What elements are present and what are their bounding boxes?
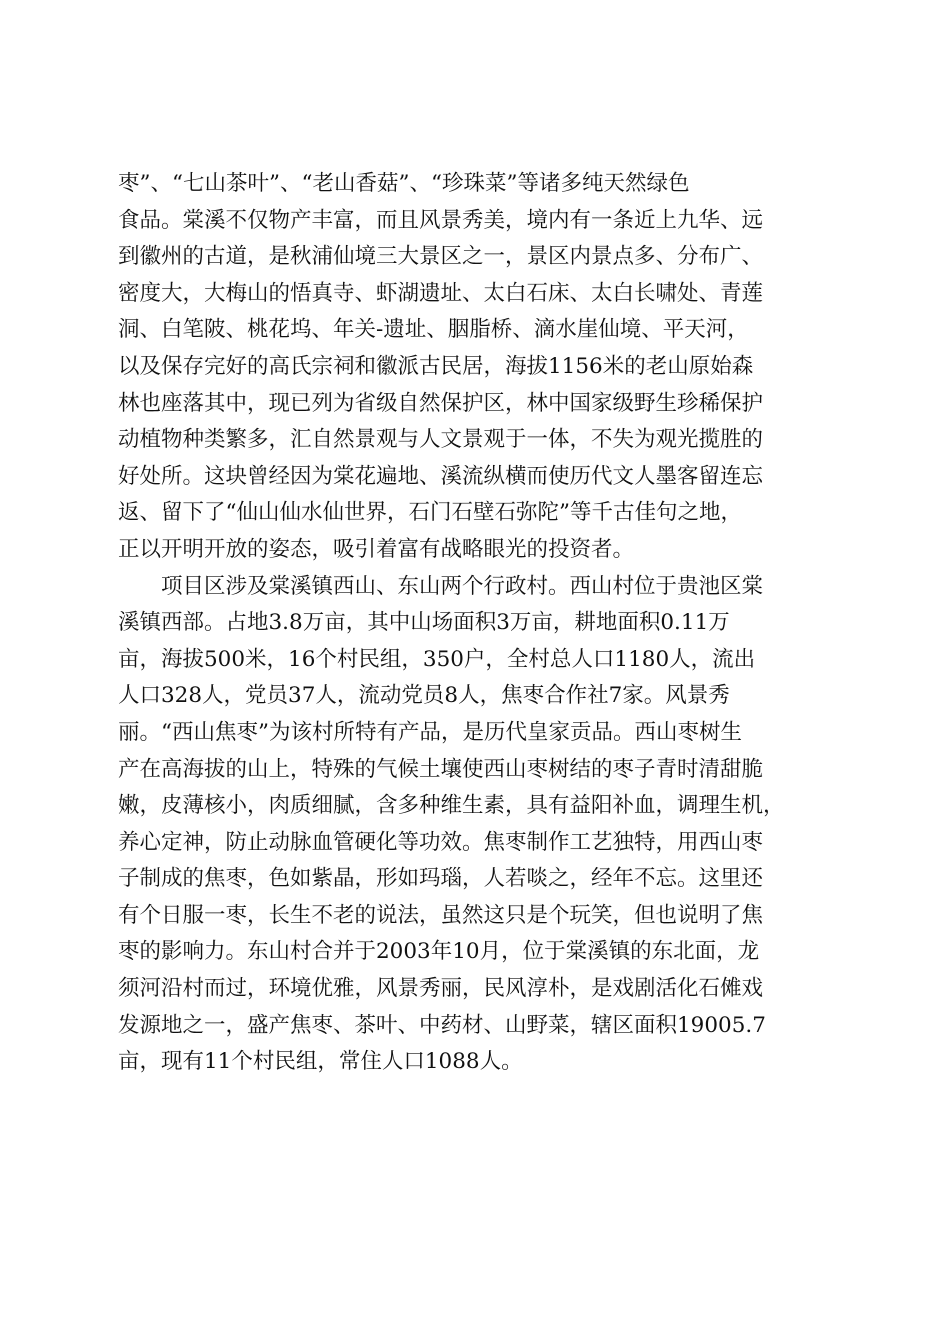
paragraph-2 (118, 569, 838, 1081)
text-line: 返、留下了“仙山仙水仙世界，石门石壁石弥陀”等千古佳句之地， (118, 500, 742, 526)
text-line: 密度大，大梅山的悟真寺、虾湖遗址、太白石床、太白长啸处、青莲 (118, 280, 764, 306)
text-line: 枣”、“七山茶叶”、“老山香菇”、“珍珠菜”等诸多纯天然绿色 (118, 171, 690, 196)
text-line: 正以开明开放的姿态，吸引着富有战略眼光的投资者。 (118, 536, 635, 562)
text-line: 养心定神，防止动脉血管硬化等功效。焦枣制作工艺独特，用西山枣 (118, 829, 764, 855)
text-line: 洞、白笔陂、桃花坞、年关-遗址、胭脂桥、滴水崖仙境、平天河， (118, 317, 749, 343)
text-line: 好处所。这块曾经因为棠花遍地、溪流纵横而使历代文人墨客留连忘 (118, 463, 764, 489)
paragraph-1 (118, 166, 838, 569)
text-line: 发源地之一，盛产焦枣、茶叶、中药材、山野菜，辖区面积19005.7 (118, 1012, 766, 1038)
text-line: 有个日服一枣，长生不老的说法，虽然这只是个玩笑，但也说明了焦 (118, 902, 764, 928)
text-line: 动植物种类繁多，汇自然景观与人文景观于一体，不失为观光揽胜的 (118, 427, 764, 453)
text-line: 亩，海拔500米，16个村民组，350户，全村总人口1180人，流出 (118, 646, 756, 672)
text-line: 人口328人，党员37人，流动党员8人，焦枣合作社7家。风景秀 (118, 683, 730, 709)
text-line: 枣的影响力。东山村合并于2003年10月，位于棠溪镇的东北面，龙 (118, 939, 760, 965)
text-line: 到徽州的古道，是秋浦仙境三大景区之一，景区内景点多、分布广、 (118, 244, 764, 270)
text-line: 以及保存完好的高氏宗祠和徽派古民居，海拔1156米的老山原始森 (118, 353, 754, 379)
text-line: 林也座落其中，现已列为省级自然保护区，林中国家级野生珍稀保护 (118, 390, 764, 416)
text-line: 丽。“西山焦枣”为该村所特有产品，是历代皇家贡品。西山枣树生 (118, 719, 742, 745)
text-line-indented: 项目区涉及棠溪镇西山、东山两个行政村。西山村位于贵池区棠 (161, 573, 764, 599)
text-line: 亩，现有11个村民组，常住人口1088人。 (118, 1049, 523, 1075)
text-line: 食品。棠溪不仅物产丰富，而且风景秀美，境内有一条近上九华、远 (118, 207, 764, 233)
text-line: 须河沿村而过，环境优雅，风景秀丽，民风淳朴，是戏剧活化石傩戏 (118, 976, 764, 1002)
document-page (118, 166, 838, 1081)
text-line: 溪镇西部。占地3.8万亩，其中山场面积3万亩，耕地面积0.11万 (118, 610, 730, 636)
text-line: 子制成的焦枣，色如紫晶，形如玛瑙，人若啖之，经年不忘。这里还 (118, 866, 764, 892)
text-line: 嫩，皮薄核小，肉质细腻，含多种维生素，具有益阳补血，调理生机， (118, 793, 785, 819)
text-line: 产在高海拔的山上，特殊的气候土壤使西山枣树结的枣子青时清甜脆 (118, 756, 764, 782)
